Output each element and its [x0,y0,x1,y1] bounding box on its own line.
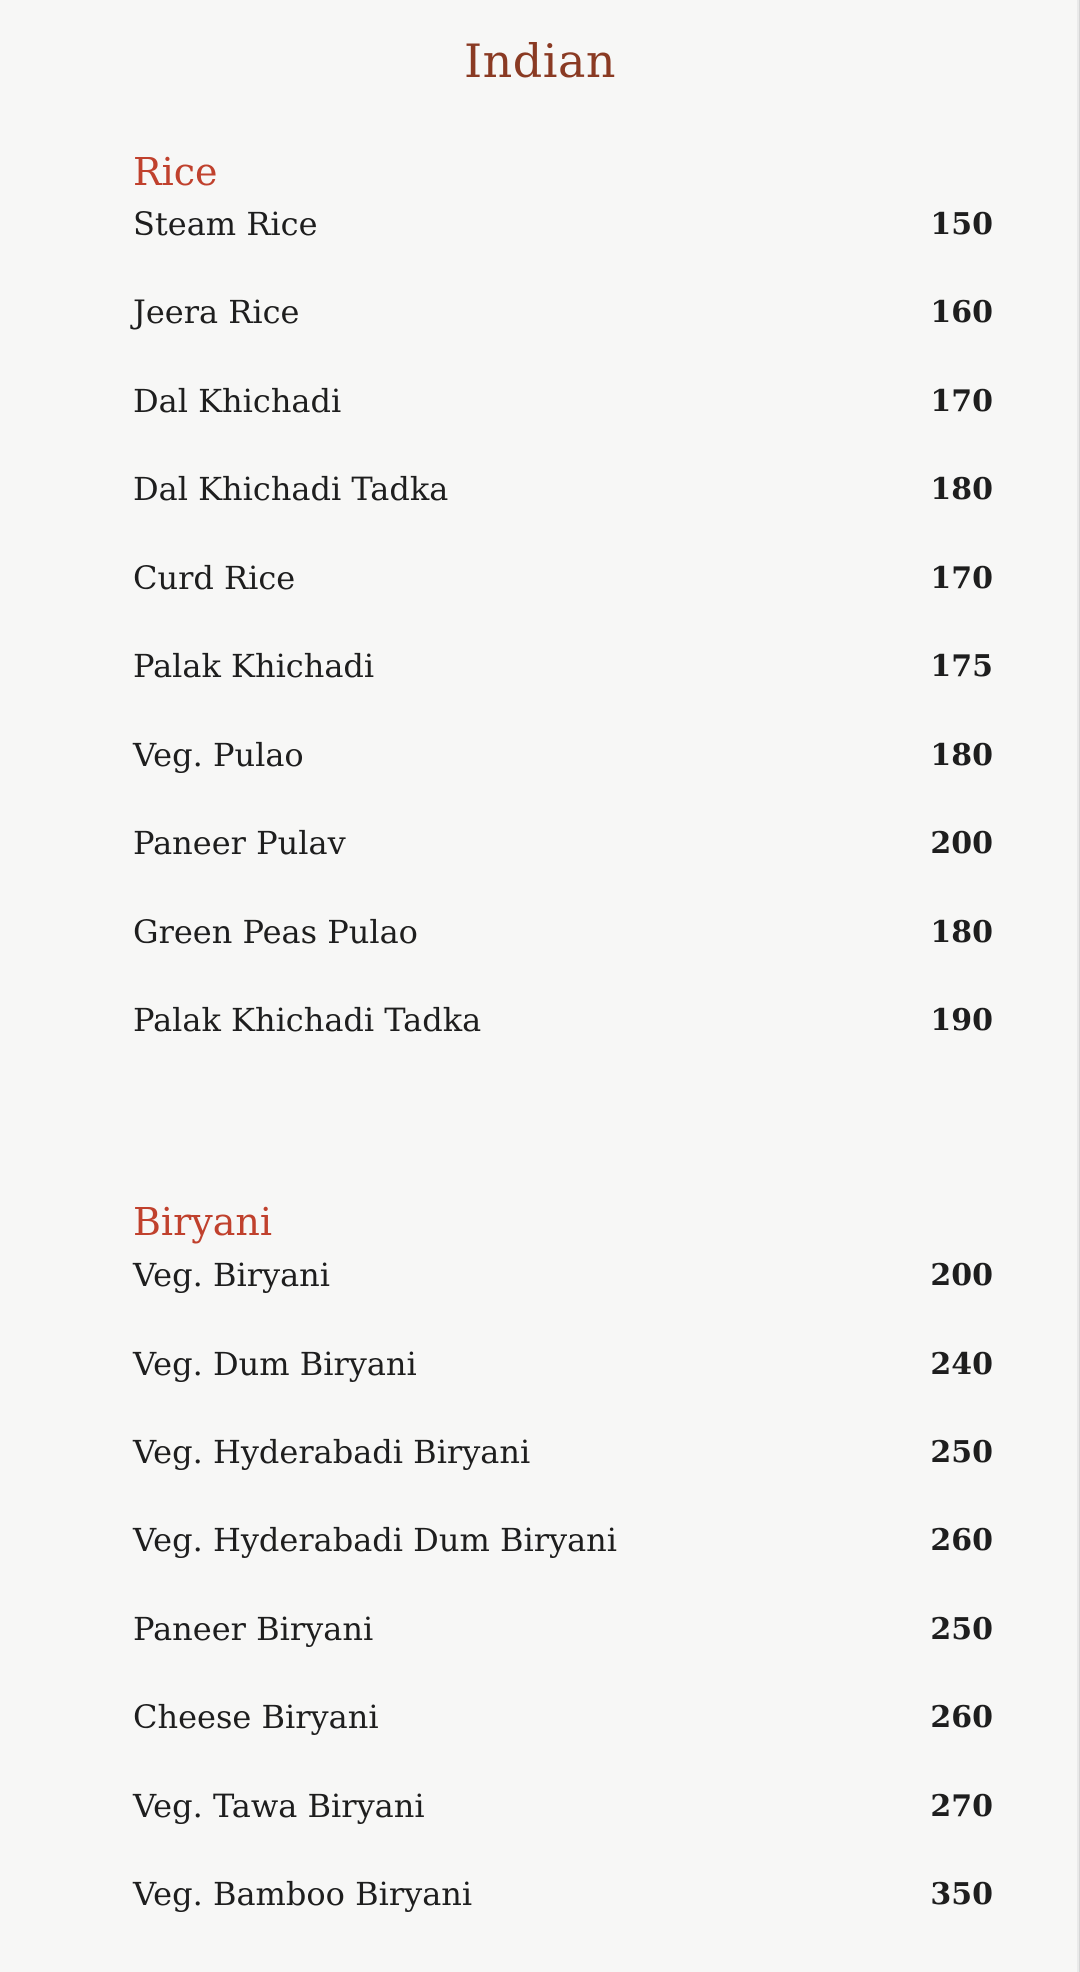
list-item [133,1342,993,1386]
item-price: 200 [930,825,993,861]
list-item [133,1253,993,1297]
item-price: 350 [930,1876,993,1912]
list-item [133,379,993,423]
item-name: Veg. Biryani [133,1256,330,1294]
item-price: 260 [930,1699,993,1735]
list-item [133,467,993,511]
page-edge [1077,0,1079,1972]
list-item [133,202,993,246]
item-price: 240 [930,1346,993,1382]
item-name: Green Peas Pulao [133,913,418,951]
list-item [133,733,993,777]
section-heading-rice: Rice [133,150,218,194]
item-name: Veg. Bamboo Biryani [133,1875,473,1913]
list-item [133,1518,993,1562]
list-item [133,556,993,600]
section-heading-biryani: Biryani [133,1200,272,1244]
item-name: Veg. Hyderabadi Dum Biryani [133,1521,617,1559]
item-name: Paneer Biryani [133,1610,374,1648]
item-price: 260 [930,1522,993,1558]
item-price: 270 [930,1788,993,1824]
item-name: Palak Khichadi Tadka [133,1001,482,1039]
item-price: 190 [930,1002,993,1038]
item-price: 160 [930,294,993,330]
list-item [133,1695,993,1739]
item-name: Veg. Pulao [133,736,304,774]
item-name: Cheese Biryani [133,1698,379,1736]
list-item [133,1430,993,1474]
item-name: Veg. Hyderabadi Biryani [133,1433,531,1471]
item-price: 170 [930,383,993,419]
item-price: 170 [930,560,993,596]
item-price: 180 [930,914,993,950]
list-item [133,290,993,334]
item-price: 175 [930,648,993,684]
item-price: 180 [930,471,993,507]
list-item [133,821,993,865]
list-item [133,1784,993,1828]
page-title: Indian [463,34,616,88]
item-price: 250 [930,1434,993,1470]
list-item [133,1607,993,1651]
list-item [133,644,993,688]
list-item [133,1872,993,1916]
item-name: Jeera Rice [133,293,300,331]
item-price: 250 [930,1611,993,1647]
item-price: 150 [930,206,993,242]
list-item [133,910,993,954]
item-price: 180 [930,737,993,773]
item-name: Palak Khichadi [133,647,375,685]
item-name: Curd Rice [133,559,296,597]
item-name: Steam Rice [133,205,318,243]
item-name: Veg. Tawa Biryani [133,1787,425,1825]
list-item [133,998,993,1042]
item-name: Dal Khichadi Tadka [133,470,449,508]
item-name: Paneer Pulav [133,824,346,862]
item-price: 200 [930,1257,993,1293]
item-name: Veg. Dum Biryani [133,1345,417,1383]
item-name: Dal Khichadi [133,382,342,420]
